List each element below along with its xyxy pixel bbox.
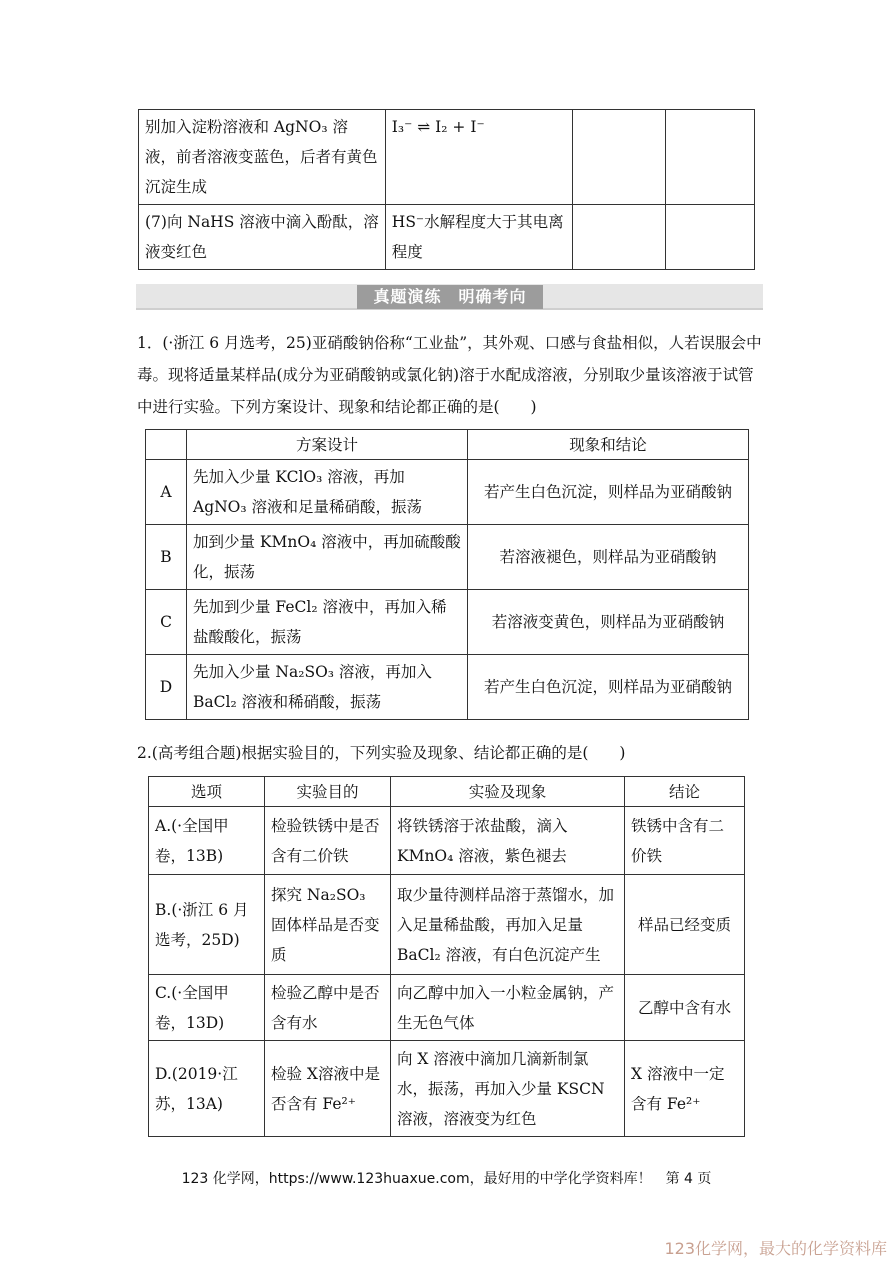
table-header: 选项 (149, 777, 265, 807)
table-header: 实验目的 (265, 777, 391, 807)
option-cell: C.(·全国甲卷，13D) (149, 975, 265, 1041)
option-cell: B.(·浙江 6 月选考，25D) (149, 875, 265, 975)
question-1-table (145, 429, 749, 720)
table-row (146, 655, 749, 720)
question-1-text: 1．(·浙江 6 月选考，25)亚硝酸钠俗称“工业盐”，其外观、口感与食盐相似，人若误服会中毒。现将适量某样品(成分为亚硝酸钠或氯化钠)溶于水配成溶液，分别取少量该溶液于试管中进行实验。下列方案设计、现象和结论都正确的是( ) (137, 334, 762, 416)
table-row (149, 975, 745, 1041)
conclusion-cell: 铁锈中含有二价铁 (625, 807, 745, 875)
table-header: 现象和结论 (468, 430, 749, 460)
phenomenon-cell: 向乙醇中加入一小粒金属钠，产生无色气体 (391, 975, 625, 1041)
phenomenon-cell: 向 X 溶液中滴加几滴新制氯水，振荡，再加入少量 KSCN 溶液，溶液变为红色 (391, 1041, 625, 1137)
table-cell (573, 205, 665, 270)
result-cell: 若产生白色沉淀，则样品为亚硝酸钠 (468, 460, 749, 525)
option-label: D (146, 655, 187, 720)
table-row (146, 525, 749, 590)
purpose-cell: 检验铁锈中是否含有二价铁 (265, 807, 391, 875)
result-cell: 若溶液变黄色，则样品为亚硝酸钠 (468, 590, 749, 655)
table-cell (665, 205, 754, 270)
purpose-cell: 检验乙醇中是否含有水 (265, 975, 391, 1041)
table-cell: I₃⁻ ⇌ I₂ + I⁻ (385, 110, 573, 205)
table-row (146, 590, 749, 655)
table-header: 方案设计 (187, 430, 468, 460)
conclusion-cell: X 溶液中一定含有 Fe²⁺ (625, 1041, 745, 1137)
table-header: 结论 (625, 777, 745, 807)
option-label: B (146, 525, 187, 590)
top-table (138, 109, 755, 270)
design-cell: 加到少量 KMnO₄ 溶液中，再加硫酸酸化，振荡 (187, 525, 468, 590)
table-row (146, 460, 749, 525)
conclusion-cell: 样品已经变质 (625, 875, 745, 975)
option-cell: A.(·全国甲卷，13B) (149, 807, 265, 875)
question-2-text: 2.(高考组合题)根据实验目的，下列实验及现象、结论都正确的是( ) (137, 744, 626, 762)
table-cell: HS⁻水解程度大于其电离程度 (385, 205, 573, 270)
option-label: C (146, 590, 187, 655)
table-row (149, 807, 745, 875)
table-cell (665, 110, 754, 205)
option-label: A (146, 460, 187, 525)
design-cell: 先加到少量 FeCl₂ 溶液中，再加入稀盐酸酸化，振荡 (187, 590, 468, 655)
table-cell (573, 110, 665, 205)
phenomenon-cell: 取少量待测样品溶于蒸馏水，加入足量稀盐酸，再加入足量 BaCl₂ 溶液，有白色沉淀产生 (391, 875, 625, 975)
table-row (149, 1041, 745, 1137)
table-header: 实验及现象 (391, 777, 625, 807)
table-row (149, 875, 745, 975)
conclusion-cell: 乙醇中含有水 (625, 975, 745, 1041)
page-footer: 123 化学网，https://www.123huaxue.com，最好用的中学化学资料库！ 第 4 页 (181, 1171, 712, 1187)
table-header-row (146, 430, 749, 460)
watermark: 123化学网，最大的化学资料库 (664, 1239, 887, 1258)
purpose-cell: 探究 Na₂SO₃ 固体样品是否变质 (265, 875, 391, 975)
table-cell: (7)向 NaHS 溶液中滴入酚酞，溶液变红色 (139, 205, 386, 270)
result-cell: 若产生白色沉淀，则样品为亚硝酸钠 (468, 655, 749, 720)
table-header-row (149, 777, 745, 807)
phenomenon-cell: 将铁锈溶于浓盐酸，滴入 KMnO₄ 溶液，紫色褪去 (391, 807, 625, 875)
section-title: 真题演练 明确考向 (357, 285, 543, 309)
table-cell: 别加入淀粉溶液和 AgNO₃ 溶液，前者溶液变蓝色，后者有黄色沉淀生成 (139, 110, 386, 205)
question-2-table (148, 776, 745, 1137)
table-row (139, 205, 755, 270)
table-row (139, 110, 755, 205)
purpose-cell: 检验 X溶液中是否含有 Fe²⁺ (265, 1041, 391, 1137)
design-cell: 先加入少量 KClO₃ 溶液，再加 AgNO₃ 溶液和足量稀硝酸，振荡 (187, 460, 468, 525)
option-cell: D.(2019·江苏，13A) (149, 1041, 265, 1137)
result-cell: 若溶液褪色，则样品为亚硝酸钠 (468, 525, 749, 590)
design-cell: 先加入少量 Na₂SO₃ 溶液，再加入 BaCl₂ 溶液和稀硝酸，振荡 (187, 655, 468, 720)
table-header (146, 430, 187, 460)
